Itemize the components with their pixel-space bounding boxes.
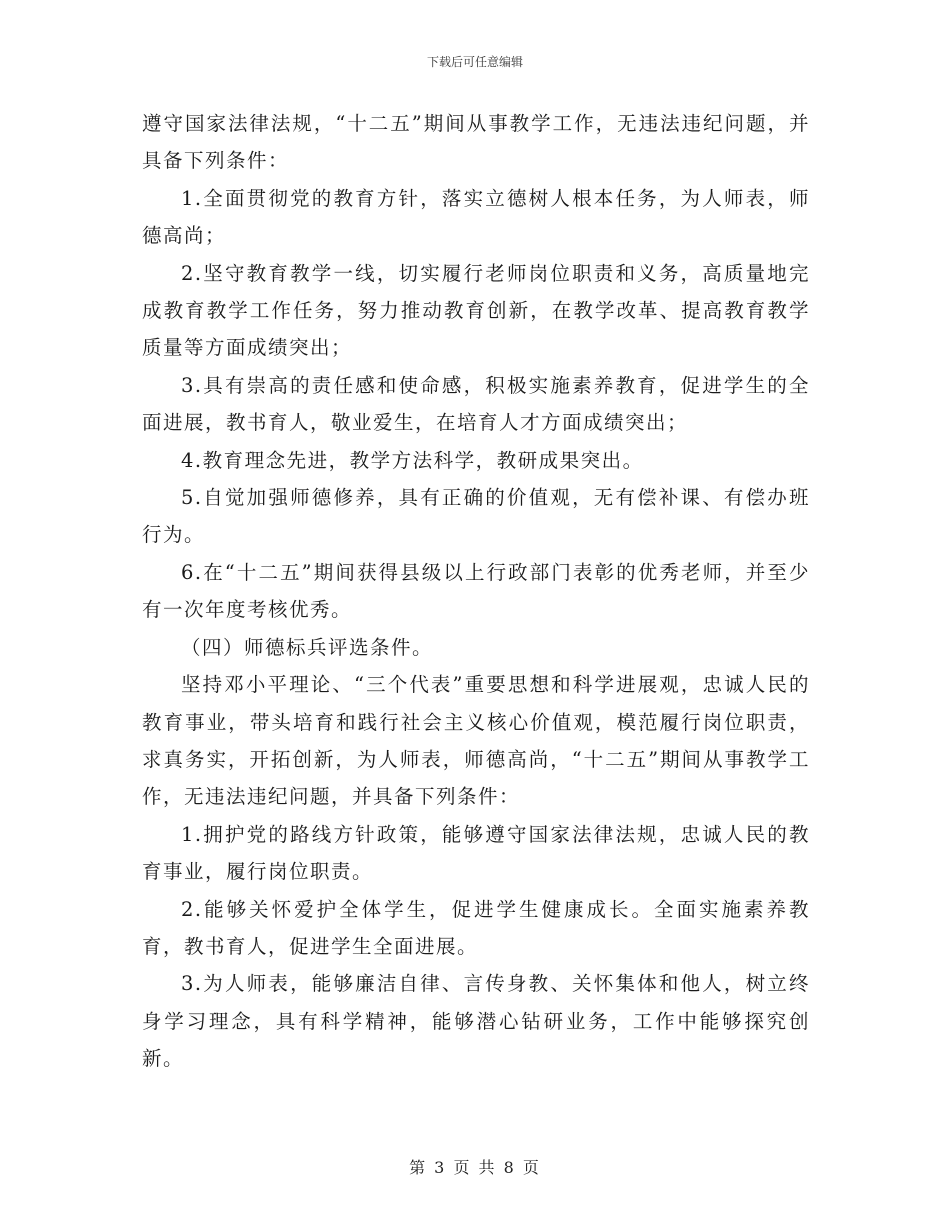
paragraph-1: 遵守国家法律法规，“十二五”期间从事教学工作，无违法违纪问题，并具备下列条件： bbox=[142, 112, 810, 173]
page-header: 下载后可任意编辑 bbox=[426, 55, 523, 69]
paragraph-11: 2.能够关怀爱护全体学生，促进学生健康成长。全面实施素养教育，教书育人，促进学生全面进展。 bbox=[142, 897, 810, 958]
paragraph-5: 4.教育理念先进，教学方法科学，教研成果突出。 bbox=[181, 448, 644, 472]
paragraph-3: 2.坚守教育教学一线，切实履行老师岗位职责和义务，高质量地完成教育教学工作任务，努力推动教育创新，在教学改革、提高教育教学质量等方面成绩突出； bbox=[142, 261, 810, 360]
page-footer: 第 3 页 共 8 页 bbox=[409, 1158, 541, 1177]
paragraph-6: 5.自觉加强师德修养，具有正确的价值观，无有偿补课、有偿办班行为。 bbox=[142, 486, 810, 547]
paragraph-12: 3.为人师表，能够廉洁自律、言传身教、关怀集体和他人，树立终身学习理念，具有科学精神，能够潜心钻研业务，工作中能够探究创新。 bbox=[142, 972, 810, 1071]
document-body bbox=[142, 105, 810, 1078]
paragraph-2: 1.全面贯彻党的教育方针，落实立德树人根本任务，为人师表，师德高尚； bbox=[142, 186, 810, 248]
paragraph-4: 3.具有崇高的责任感和使命感，积极实施素养教育，促进学生的全面进展，教书育人，敬业爱生，在培育人才方面成绩突出； bbox=[142, 373, 810, 435]
paragraph-9: 坚持邓小平理论、“三个代表”重要思想和科学进展观，忠诚人民的教育事业，带头培育和践行社会主义核心价值观，模范履行岗位职责，求真务实，开拓创新，为人师表，师德高尚，“十二五”期间从事教学工作，无违法违纪问题，并具备下列条件： bbox=[142, 673, 810, 809]
paragraph-7: 6.在“十二五”期间获得县级以上行政部门表彰的优秀老师，并至少有一次年度考核优秀。 bbox=[142, 560, 810, 622]
paragraph-10: 1.拥护党的路线方针政策，能够遵守国家法律法规，忠诚人民的教育事业，履行岗位职责。 bbox=[142, 822, 810, 884]
section-heading: （四）师德标兵评选条件。 bbox=[181, 635, 434, 659]
